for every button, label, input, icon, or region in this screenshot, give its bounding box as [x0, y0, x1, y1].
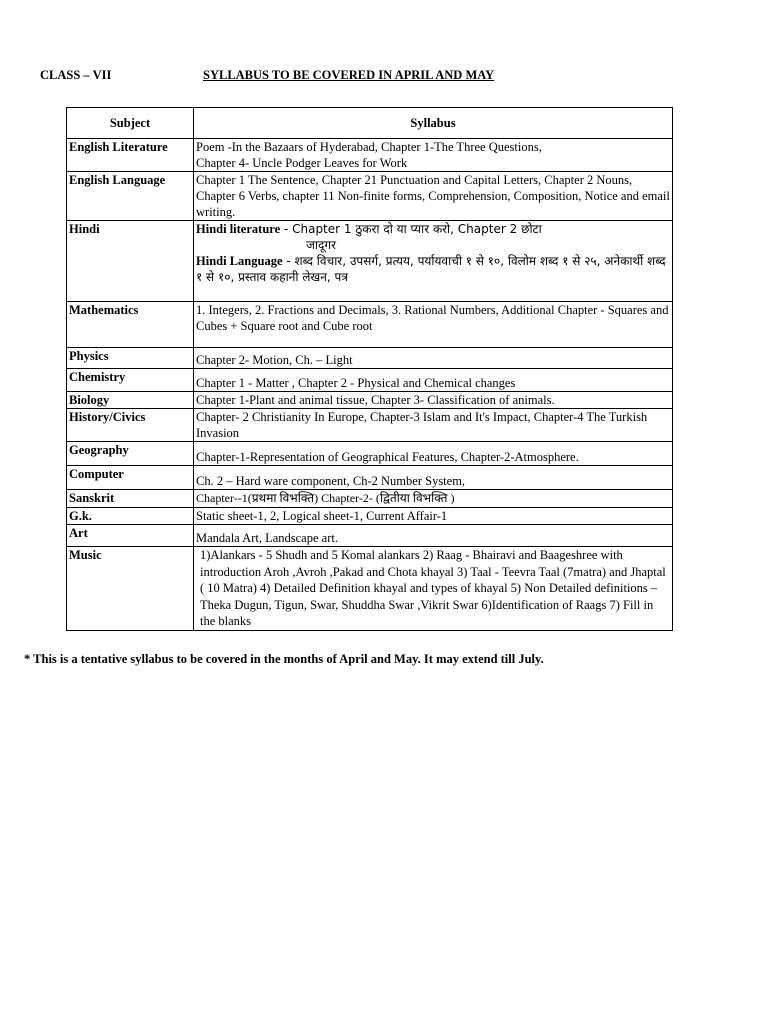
document-title: SYLLABUS TO BE COVERED IN APRIL AND MAY	[203, 68, 495, 82]
syllabus-table	[66, 107, 673, 631]
syllabus-cell: 1. Integers, 2. Fractions and Decimals, 3. Rational Numbers, Additional Chapter - Squares and Cubes + Square root and Cube root	[194, 302, 673, 348]
syllabus-cell: Chapter- 2 Christianity In Europe, Chapter-3 Islam and It's Impact, Chapter-4 The Turkish Invasion	[194, 409, 673, 442]
hindi-language-text: - शब्द विचार, उपसर्ग, प्रत्यय, पर्यायवाची १ से १०, विलोम शब्द १ से २५, अनेकार्थी शब्द १ से १०, प्रस्ताव कहानी लेखन, पत्र	[196, 254, 666, 284]
hindi-language-line	[196, 253, 670, 285]
subject-cell: Physics	[67, 348, 194, 369]
column-header-syllabus: Syllabus	[194, 108, 673, 139]
class-label: CLASS – VII	[40, 68, 112, 82]
table-row	[67, 409, 673, 442]
table-row	[67, 442, 673, 466]
syllabus-cell: Chapter 1 The Sentence, Chapter 21 Punctuation and Capital Letters, Chapter 2 Nouns, Chapter 6 Verbs, chapter 11 Non-finite forms, Comprehension, Composition, Notice and email writing.	[194, 172, 673, 221]
syllabus-cell	[194, 221, 673, 302]
syllabus-line: Chapter 4- Uncle Podger Leaves for Work	[196, 156, 408, 170]
hindi-literature-line	[196, 221, 670, 237]
table-row	[67, 172, 673, 221]
subject-cell: Art	[67, 525, 194, 547]
syllabus-cell: Static sheet-1, 2, Logical sheet-1, Current Affair-1	[194, 508, 673, 525]
subject-cell: Mathematics	[67, 302, 194, 348]
table-row	[67, 221, 673, 302]
subject-cell: English Literature	[67, 139, 194, 172]
hindi-literature-text: - Chapter 1 ठुकरा दो या प्यार करो, Chapter 2 छोटा	[280, 222, 542, 236]
syllabus-cell: 1)Alankars - 5 Shudh and 5 Komal alankars 2) Raag - Bhairavi and Baageshree with introduction Aroh ,Avroh ,Pakad and Chota khayal 3) Taal - Teevra Taal (7matra) and Jhaptal ( 10 Matra) 4) Detailed Definition khayal and types of khayal 5) Non Detailed definitions – Theka Dugun, Tigun, Swar, Shuddha Swar ,Vikrit Swar 6)Identification of Raags 7) Fill in the blanks	[194, 547, 673, 631]
table-row	[67, 490, 673, 508]
hindi-literature-text-cont: जादूगर	[306, 238, 337, 252]
table-row	[67, 369, 673, 392]
syllabus-line: Poem -In the Bazaars of Hyderabad, Chapter 1-The Three Questions,	[196, 140, 542, 154]
document-header	[40, 68, 740, 86]
table-row	[67, 392, 673, 409]
table-row	[67, 348, 673, 369]
column-header-subject: Subject	[67, 108, 194, 139]
subject-cell: English Language	[67, 172, 194, 221]
subject-cell: Hindi	[67, 221, 194, 302]
hindi-language-label: Hindi Language	[196, 254, 283, 268]
subject-cell: Music	[67, 547, 194, 631]
syllabus-cell: Ch. 2 – Hard ware component, Ch-2 Number System,	[194, 466, 673, 490]
syllabus-cell: Chapter 2- Motion, Ch. – Light	[194, 348, 673, 369]
subject-cell: Biology	[67, 392, 194, 409]
subject-cell: Computer	[67, 466, 194, 490]
footer-note: * This is a tentative syllabus to be covered in the months of April and May. It may extend till July.	[24, 652, 544, 666]
syllabus-cell: Chapter 1-Plant and animal tissue, Chapter 3- Classification of animals.	[194, 392, 673, 409]
table-row	[67, 547, 673, 631]
subject-cell: G.k.	[67, 508, 194, 525]
table-row	[67, 302, 673, 348]
subject-cell: Chemistry	[67, 369, 194, 392]
subject-cell: History/Civics	[67, 409, 194, 442]
table-row	[67, 466, 673, 490]
syllabus-cell: Chapter-1-Representation of Geographical Features, Chapter-2-Atmosphere.	[194, 442, 673, 466]
syllabus-cell	[194, 139, 673, 172]
syllabus-cell: Chapter 1 - Matter , Chapter 2 - Physical and Chemical changes	[194, 369, 673, 392]
table-row	[67, 139, 673, 172]
subject-cell: Geography	[67, 442, 194, 466]
subject-cell: Sanskrit	[67, 490, 194, 508]
syllabus-cell: Chapter--1(प्रथमा विभक्ति) Chapter-2- (द्वितीया विभक्ति )	[194, 490, 673, 508]
hindi-literature-label: Hindi literature	[196, 222, 281, 236]
syllabus-cell: Mandala Art, Landscape art.	[194, 525, 673, 547]
table-header-row	[67, 108, 673, 139]
table-row	[67, 525, 673, 547]
table-row	[67, 508, 673, 525]
